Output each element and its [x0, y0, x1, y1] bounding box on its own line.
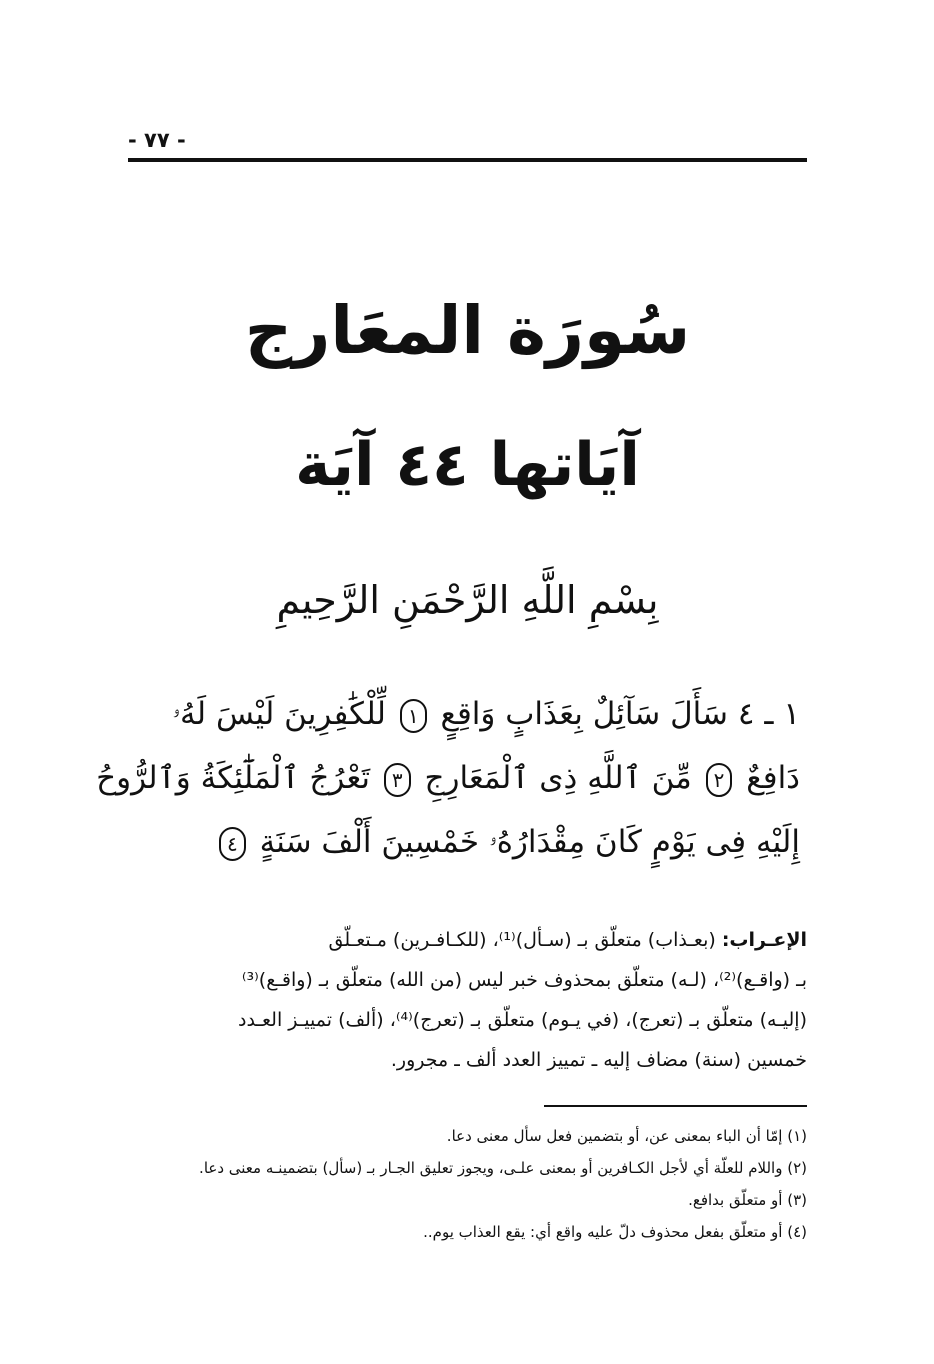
- verse-line: [160, 810, 800, 874]
- footnotes: [128, 1120, 807, 1248]
- ayah-number-marker: ١: [400, 699, 427, 733]
- basmala: بِسْمِ اللَّهِ الرَّحْمَنِ الرَّحِيمِ: [276, 578, 659, 622]
- irab-text: (بعـذاب) متعلّق بـ (سـأل)⁽¹⁾، (للكـافـرين) مـتعـلّق: [328, 929, 716, 951]
- irab-line: بـ (واقـع)⁽²⁾، (لـه) متعلّق بمحذوف خبر ليس (من الله) متعلّق بـ (واقـع)⁽³⁾: [241, 969, 807, 991]
- verse-line: [160, 682, 800, 746]
- header-rule: [128, 158, 807, 162]
- verse-text: ١ ـ ٤ سَأَلَ سَآئِلٌ بِعَذَابٍ وَاقِعٍ: [440, 696, 800, 732]
- irab-line: [128, 920, 807, 960]
- ayah-count: آيَاتها ٤٤ آيَة: [295, 430, 640, 500]
- footnote: (٣) أو متعلّق بدافع.: [688, 1191, 807, 1209]
- footnote: (١) إمّا أن الباء بمعنى عن، أو بتضمين فعل سأل معنى دعا.: [446, 1127, 807, 1145]
- surah-title: سُورَة المعَارج: [244, 292, 691, 369]
- verse-text: مِّنَ ٱللَّهِ ذِى ٱلْمَعَارِجِ: [424, 760, 692, 796]
- page-number: - ٧٧ -: [128, 128, 186, 152]
- verse-line: [96, 746, 800, 810]
- irab-line: خمسين (سنة) مضاف إليه ـ تمييز العدد ألف ـ مجرور.: [390, 1049, 807, 1071]
- verse-text: دَافِعٌ: [746, 760, 800, 796]
- footnote: (٢) واللام للعلّة أي لأجل الكـافرين أو بمعنى علـى، ويجوز تعليق الجـار بـ (سأل) بتضمينـه معنى دعا.: [199, 1159, 807, 1177]
- ayah-number-marker: ٣: [384, 763, 411, 797]
- irab-section: [128, 920, 807, 1080]
- ayah-number-marker: ٤: [219, 827, 246, 861]
- verse-text: تَعْرُجُ ٱلْمَلَٰٓئِكَةُ وَٱلرُّوحُ: [96, 760, 371, 796]
- verses-block: [96, 682, 800, 874]
- irab-line: (إليـه) متعلّق بـ (تعرج)، (في يـوم) متعلّق بـ (تعرج)⁽⁴⁾، (ألف) تمييـز العـدد: [237, 1009, 807, 1031]
- footnote: (٤) أو متعلّق بفعل محذوف دلّ عليه واقع أي: يقع العذاب يوم..: [423, 1223, 807, 1241]
- footnote-rule: [544, 1105, 807, 1107]
- ayah-number-marker: ٢: [706, 763, 733, 797]
- irab-label: الإعـراب:: [721, 929, 807, 951]
- verse-text: لِّلْكَٰفِرِينَ لَيْسَ لَهُۥ: [172, 696, 386, 732]
- verse-text: إِلَيْهِ فِى يَوْمٍ كَانَ مِقْدَارُهُۥ خَمْسِينَ أَلْفَ سَنَةٍ: [259, 824, 800, 860]
